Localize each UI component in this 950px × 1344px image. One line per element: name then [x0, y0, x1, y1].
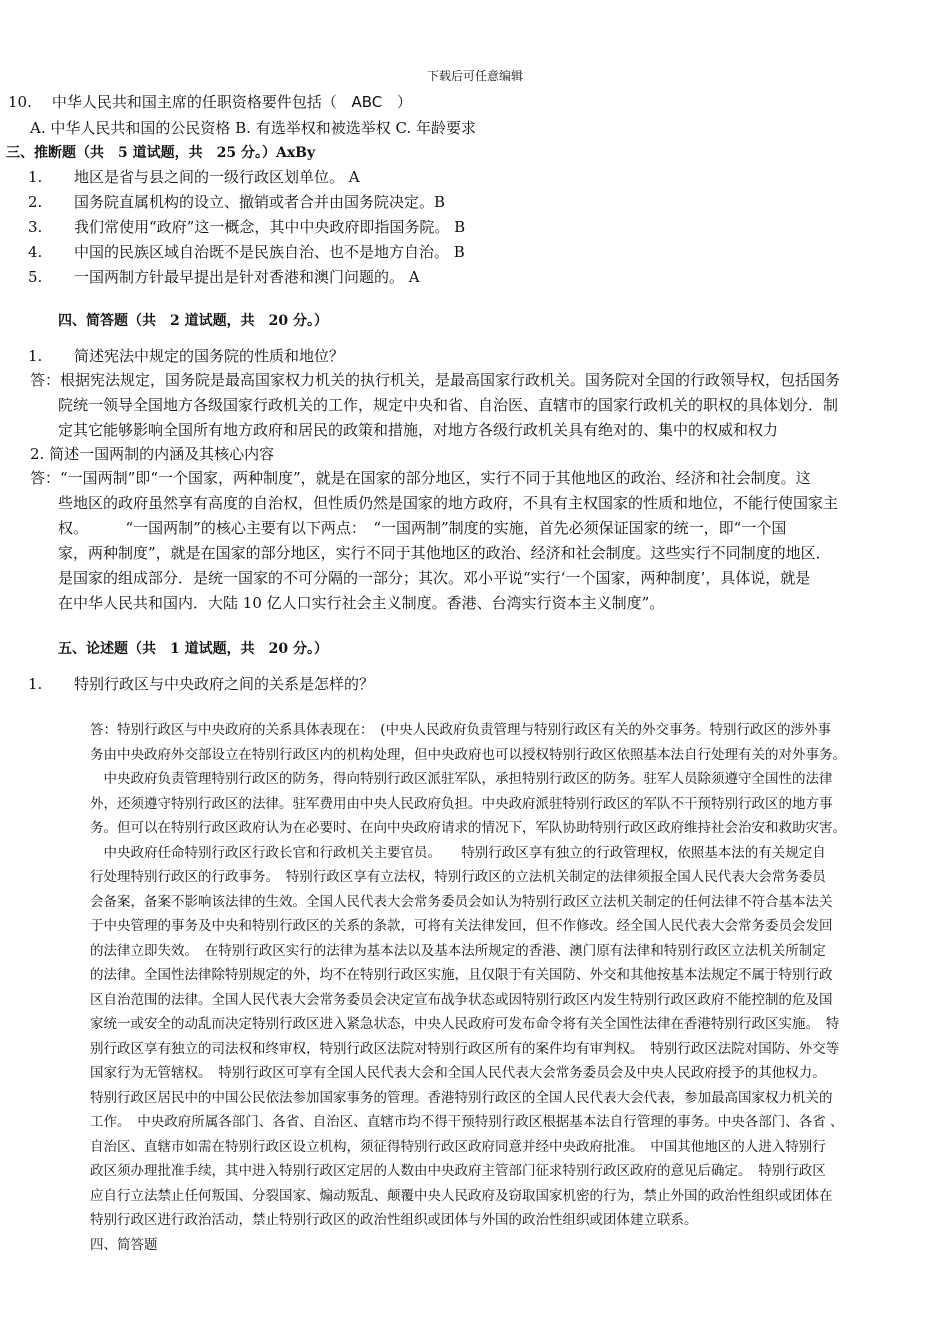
- answer-line: 国家行为无管辖权。 特别行政区可享有全国人民代表大会和全国人民代表大会常务委员会及中央人民政府授予的其他权力。: [90, 1065, 826, 1081]
- answer-line: 答：“一国两制”即“一个国家，两种制度”，就是在国家的部分地区，实行不同于其他地区的政治、经济和社会制度。这: [30, 469, 811, 487]
- essay-answer: [90, 718, 930, 1257]
- short-question-2: 2. 简述一国两制的内涵及其核心内容: [30, 445, 275, 463]
- question-number: 10.: [8, 93, 32, 111]
- answer-line: 行处理特别行政区的行政事务。 特别行政区享有立法权，特别行政区的立法机关制定的法律须报全国人民代表大会常务委员: [90, 869, 826, 885]
- answer-line: 务。但可以在特别行政区政府认为在必要时、在向中央政府请求的情况下，军队协助特别行政区政府维持社会治安和救助灾害。: [90, 820, 846, 836]
- answer-line: 外，还须遵守特别行政区的法律。驻军费用由中央人民政府负担。中央政府派驻特别行政区的军队不干预特别行政区的地方事: [90, 795, 833, 812]
- answer-line: 答：特别行政区与中央政府的关系具体表现在： (中央人民政府负责管理与特别行政区有关的外交事务。特别行政区的涉外事: [90, 722, 832, 738]
- answer-line: 定其它能够影响全国所有地方政府和居民的政策和措施，对地方各级行政机关具有绝对的、集中的权威和权力: [58, 421, 779, 439]
- question-options: A. 中华人民共和国的公民资格 B. 有选举权和被选举权 C. 年龄要求: [30, 119, 476, 137]
- answer-line: 特别行政区进行政治活动，禁止特别行政区的政治性组织或团体与外国的政治性组织或团体建立联系。: [90, 1212, 698, 1228]
- answer-line: 工作。 中央政府所属各部门、各省、自治区、直辖市均不得干预特别行政区根据基本法自行管理的事务。中央各部门、各省 、: [90, 1114, 844, 1130]
- list-item: [28, 216, 465, 237]
- essay-question-1: [28, 673, 374, 694]
- answer-line: 特别行政区居民中的中国公民依法参加国家事务的管理。香港特别行政区的全国人民代表大会代表，参加最高国家权力机关的: [90, 1089, 833, 1106]
- question-number: 1.: [28, 347, 43, 365]
- answer-line: 应自行立法禁止任何叛国、分裂国家、煽动叛乱、颠覆中央人民政府及窃取国家机密的行为，禁止外国的政治性组织或团体在: [90, 1187, 833, 1204]
- item-text: 国务院直属机构的设立、撤销或者合并由国务院决定。B: [74, 193, 446, 211]
- answer-line: 于中央管理的事务及中央和特别行政区的关系的条款，可将有关法律发回，但不作修改。经全国人民代表大会常务委员会发回: [90, 918, 833, 934]
- list-item: [28, 241, 465, 262]
- item-text: 一国两制方针最早提出是针对香港和澳门问题的。 A: [74, 268, 420, 286]
- question-text: 特别行政区与中央政府之间的关系是怎样的？: [74, 675, 375, 693]
- item-number: 4.: [28, 243, 43, 261]
- answer-line: 别行政区享有独立的司法权和终审权，特别行政区法院对特别行政区所有的案件均有审判权。 特别行政区法院对国防、外交等: [90, 1040, 840, 1057]
- question-answer: ABC: [351, 93, 383, 111]
- answer-line: 是国家的组成部分．是统一国家的不可分隔的一部分；其次。邓小平说“实行‘一个国家，两种制度’，具体说，就是: [58, 569, 811, 587]
- answer-line: 答：根据宪法规定，国务院是最高国家权力机关的执行机关，是最高国家行政机关。国务院对全国的行政领导权，包括国务: [30, 371, 841, 389]
- answer-line: 院统一领导全国地方各级国家行政机关的工作，规定中央和省、自治医、直辖市的国家行政机关的职权的具体划分．制: [58, 396, 839, 414]
- section-4-title: 四、简答题（共 2 道试题，共 20 分。）: [58, 313, 328, 329]
- section-3-title: 三、推断题（共 5 道试题，共 25 分。）AxBy: [6, 145, 316, 161]
- trailing-heading: 四、简答题: [90, 1236, 158, 1253]
- item-number: 5.: [28, 268, 43, 286]
- answer-line: 家统一或安全的动乱而决定特别行政区进入紧急状态，中央人民政府可发布命令将有关全国性法律在香港特别行政区实施。 特: [90, 1016, 840, 1032]
- question-text: 简述宪法中规定的国务院的性质和地位？: [74, 347, 345, 365]
- item-number: 2.: [28, 193, 43, 211]
- answer-line: 的法律。全国性法律除特别规定的外，均不在特别行政区实施，且仅限于有关国防、外交和其他按基本法规定不属于特别行政: [90, 967, 833, 983]
- answer-paragraph: [30, 368, 935, 443]
- answer-line: 的法律立即失效。 在特别行政区实行的法律为基本法以及基本法所规定的香港、澳门原有法律和特别行政区立法机关所制定: [90, 942, 826, 959]
- answer-line: 家，两种制度”，就是在国家的部分地区，实行不同于其他地区的政治、经济和社会制度。这些实行不同制度的地区．: [58, 544, 831, 562]
- answer-line: 中央政府任命特别行政区行政长官和行政机关主要官员。 特别行政区享有独立的行政管理权，依照基本法的有关规定自: [90, 844, 826, 861]
- answer-line: 区自治范围的法律。全国人民代表大会常务委员会决定宣布战争状态或因特别行政区内发生特别行政区政府不能控制的危及国: [90, 991, 833, 1008]
- answer-line: 务由中央政府外交部设立在特别行政区内的机构处理，但中央政府也可以授权特别行政区依照基本法自行处理有关的对外事务。: [90, 746, 846, 763]
- item-text: 地区是省与县之间的一级行政区划单位。 A: [74, 168, 360, 186]
- page-header: 下载后可任意编辑: [426, 69, 523, 83]
- section-5-title: 五、论述题（共 1 道试题，共 20 分。）: [58, 641, 328, 657]
- list-item: [28, 191, 445, 212]
- answer-line: 会备案，备案不影响该法律的生效。全国人民代表大会常务委员会如认为特别行政区立法机关制定的任何法律不符合基本法关: [90, 893, 833, 910]
- answer-line: 中央政府负责管理特别行政区的防务，得向特别行政区派驻军队，承担特别行政区的防务。驻军人员除须遵守全国性的法律: [90, 771, 833, 787]
- question-close: ）: [396, 93, 412, 111]
- item-text: 我们常使用“政府”这一概念，其中中央政府即指国务院。 B: [74, 218, 466, 236]
- answer-line: 在中华人民共和国内．大陆 10 亿人口实行社会主义制度。香港、台湾实行资本主义制度”。: [58, 594, 665, 612]
- item-number: 1.: [28, 168, 43, 186]
- question-10: [8, 91, 412, 112]
- answer-line: 权。 “一国两制”的核心主要有以下两点： “一国两制”制度的实施，首先必须保证国家的统一，即“一个国: [58, 519, 787, 537]
- list-item: [28, 266, 420, 287]
- answer-line: 些地区的政府虽然享有高度的自治权，但性质仍然是国家的地方政府，不具有主权国家的性质和地位，不能行使国家主: [58, 494, 839, 512]
- short-question-1: [28, 345, 344, 366]
- list-item: [28, 166, 360, 187]
- answer-line: 政区须办理批准手续，其中进入特别行政区定居的人数由中央政府主管部门征求特别行政区政府的意见后确定。 特别行政区: [90, 1163, 826, 1179]
- question-number: 1.: [28, 675, 43, 693]
- answer-paragraph: [30, 466, 935, 616]
- item-text: 中国的民族区域自治既不是民族自治、也不是地方自治。 B: [74, 243, 465, 261]
- question-text: 中华人民共和国主席的任职资格要件包括（: [51, 93, 337, 111]
- answer-line: 自治区、直辖市如需在特别行政区设立机构，须征得特别行政区政府同意并经中央政府批准。 中国其他地区的人进入特别行: [90, 1138, 826, 1155]
- item-number: 3.: [28, 218, 43, 236]
